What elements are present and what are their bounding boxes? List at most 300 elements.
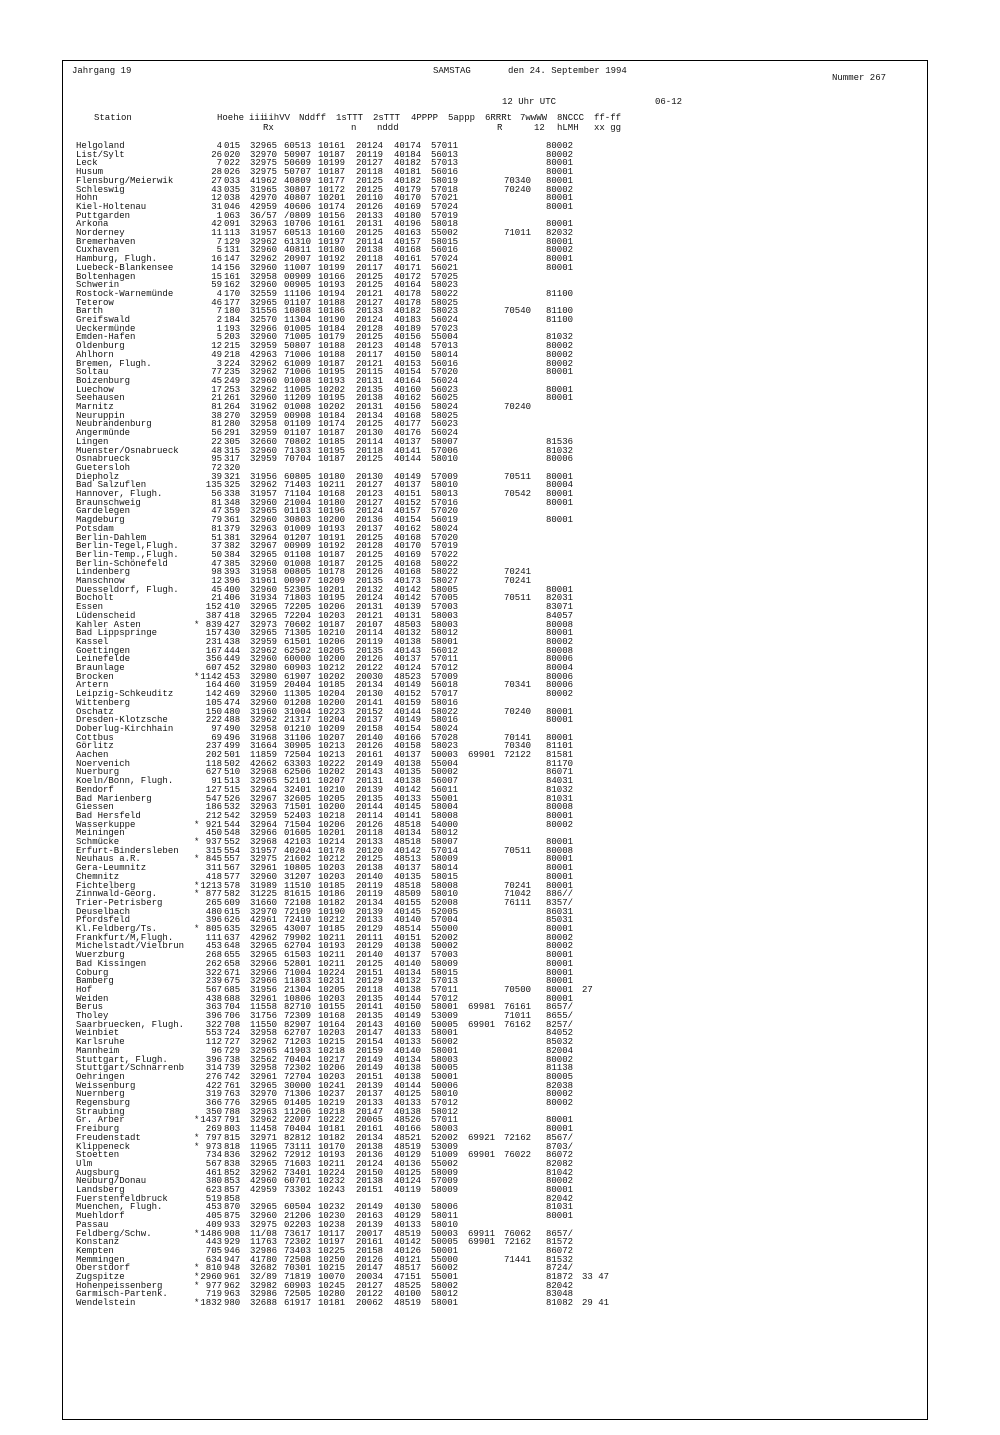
station-height: 2960 <box>200 1272 222 1282</box>
group-nddff: 71603 <box>284 1158 312 1169</box>
group-tendency: 58015 <box>431 236 459 247</box>
station-height: 5 <box>216 332 222 343</box>
group-pressure: 40178 <box>394 288 422 299</box>
group-temp: 10155 <box>318 1002 346 1013</box>
station-name: Wittenberg <box>76 697 131 708</box>
group-temp: 10182 <box>318 1132 346 1143</box>
group-dewpoint: 20128 <box>356 323 384 334</box>
station-name: Hamburg, Flugh. <box>76 254 158 265</box>
group-nddff: 01008 <box>284 402 312 412</box>
station-name: Michelstadt/Vielbrun <box>76 941 185 952</box>
group-temp: 10191 <box>318 532 346 543</box>
group-dewpoint: 20144 <box>356 802 384 813</box>
group-iihvv: 32980 <box>250 671 278 682</box>
group-nddff: 61310 <box>284 236 312 247</box>
group-clouds: 80002 <box>546 689 574 700</box>
group-dewpoint: 20147 <box>356 1028 384 1039</box>
group-dewpoint: 20141 <box>356 1002 384 1013</box>
group-pressure: 40150 <box>394 1002 422 1013</box>
station-height: 28 <box>211 167 222 178</box>
group-iihvv: 32968 <box>250 837 278 847</box>
group-tendency: 58003 <box>431 1054 459 1065</box>
group-pressure: 40151 <box>394 489 422 499</box>
group-clouds: 80001 <box>546 732 574 743</box>
group-clouds: 80001 <box>546 628 574 639</box>
station-height: 56 <box>211 489 222 499</box>
group-iihvv: 42963 <box>250 349 278 360</box>
group-nddff: 52101 <box>284 776 312 787</box>
group-clouds: 80002 <box>546 358 574 369</box>
station-id: 838 <box>224 1158 241 1169</box>
station-height: 81 <box>211 523 222 534</box>
group-tendency: 58001 <box>431 1028 459 1039</box>
station-height: 14 <box>211 262 222 273</box>
group-iihvv: 32960 <box>250 871 278 882</box>
group-dewpoint: 20125 <box>356 280 384 291</box>
station-name: Berlin-Tegel,Flugh. <box>76 541 179 552</box>
group-iihvv: 32962 <box>250 384 278 395</box>
station-name: Leinefelde <box>76 654 131 665</box>
group-clouds: 81032 <box>546 332 574 343</box>
group-dewpoint: 20151 <box>356 967 384 978</box>
group-nddff: 61009 <box>284 358 312 369</box>
group-pressure: 40156 <box>394 332 422 343</box>
station-height: 553 <box>205 1028 222 1039</box>
group-dewpoint: 20107 <box>356 619 384 630</box>
group-clouds: 80001 <box>546 158 574 169</box>
group-dewpoint: 20125 <box>356 332 384 343</box>
group-clouds: 80002 <box>546 819 574 830</box>
station-height: 607 <box>205 663 222 673</box>
group-tendency: 58001 <box>431 636 459 647</box>
group-temp: 10186 <box>318 889 346 900</box>
group-nddff: 73617 <box>284 1228 312 1239</box>
station-id: 908 <box>224 1228 241 1239</box>
group-pressure: 40148 <box>394 341 422 352</box>
group-temp: 10185 <box>318 436 346 447</box>
group-dewpoint: 20139 <box>356 906 384 917</box>
station-id: 203 <box>224 332 241 343</box>
group-dewpoint: 20110 <box>356 193 384 204</box>
group-weather: 70241 <box>504 576 532 586</box>
group-pressure: 40144 <box>394 993 422 1004</box>
group-clouds: 80001 <box>546 236 574 247</box>
group-iihvv: 32960 <box>250 689 278 700</box>
station-height: 519 <box>205 1193 222 1204</box>
group-tendency: 56019 <box>431 515 459 526</box>
group-tendency: 50002 <box>431 767 459 778</box>
group-pressure: 40160 <box>394 384 422 395</box>
station-id: 548 <box>224 828 241 839</box>
group-dewpoint: 20127 <box>356 1280 384 1291</box>
group-temp: 10232 <box>318 1202 346 1213</box>
station-name: Frankfurt/M,Flugh. <box>76 932 174 943</box>
group-temp: 10166 <box>318 271 346 282</box>
group-tendency: 56002 <box>431 1263 459 1274</box>
station-id: 305 <box>224 436 241 447</box>
group-temp: 10193 <box>318 280 346 291</box>
group-dewpoint: 20140 <box>356 732 384 743</box>
station-name: Leipzig-Schkeuditz <box>76 689 174 700</box>
group-dewpoint: 20125 <box>356 854 384 865</box>
group-tendency: 57004 <box>431 915 459 926</box>
group-tendency: 56013 <box>431 149 459 160</box>
group-clouds: 80001 <box>546 880 574 891</box>
group-temp: 10070 <box>318 1272 346 1282</box>
mountain-marker: * <box>194 880 200 891</box>
group-nddff: 72410 <box>284 915 312 926</box>
group-temp: 10199 <box>318 158 346 169</box>
group-nddff: 01009 <box>284 523 312 534</box>
group-tendency: 58001 <box>431 1045 459 1056</box>
group-nddff: 00805 <box>284 567 312 578</box>
group-temp: 10184 <box>318 323 346 334</box>
station-id: 791 <box>224 1115 241 1126</box>
group-clouds: 80001 <box>546 367 574 378</box>
group-pressure: 40138 <box>394 984 422 995</box>
station-height: 105 <box>205 697 222 708</box>
group-clouds: 84052 <box>546 1028 574 1039</box>
group-weather: 76022 <box>504 1150 532 1161</box>
group-dewpoint: 20129 <box>356 976 384 987</box>
group-clouds: 80002 <box>546 1054 574 1065</box>
station-name: Marnitz <box>76 402 114 412</box>
station-height: 356 <box>205 654 222 665</box>
group-nddff: 72704 <box>284 1071 312 1082</box>
group-temp: 10185 <box>318 680 346 691</box>
group-tendency: 56024 <box>431 375 459 386</box>
station-id: 113 <box>224 228 241 238</box>
mountain-marker: * <box>194 889 200 900</box>
group-temp: 10212 <box>318 663 346 673</box>
group-clouds: 82042 <box>546 1193 574 1204</box>
group-tendency: 58025 <box>431 410 459 421</box>
group-precip: 69981 <box>468 1002 496 1013</box>
station-height: 314 <box>205 1063 222 1074</box>
group-tendency: 58012 <box>431 628 459 639</box>
header-nddff: Nddff <box>299 113 327 123</box>
group-iihvv: 32660 <box>250 436 278 447</box>
group-clouds: 81031 <box>546 793 574 804</box>
station-height: 705 <box>205 1245 222 1256</box>
station-id: 853 <box>224 1176 241 1187</box>
station-id: 685 <box>224 984 241 995</box>
group-nddff: 01208 <box>284 697 312 708</box>
group-clouds: 8357/ <box>546 897 574 908</box>
group-dewpoint: 20135 <box>356 576 384 586</box>
station-height: 12 <box>211 576 222 586</box>
station-id: 359 <box>224 506 241 517</box>
group-iihvv: 32682 <box>250 1263 278 1274</box>
header-1sttt: 1sTTT <box>336 113 364 123</box>
station-name: Noervenich <box>76 758 131 769</box>
station-height: 921 <box>205 819 222 830</box>
station-id: 488 <box>224 715 241 726</box>
group-iihvv: 32960 <box>250 515 278 526</box>
group-iihvv: 32970 <box>250 149 278 160</box>
group-iihvv: 32962 <box>250 1115 278 1126</box>
group-iihvv: 32966 <box>250 323 278 334</box>
group-tendency: 56016 <box>431 167 459 178</box>
station-height: 7 <box>216 158 222 169</box>
station-name: Berlin-Schönefeld <box>76 558 168 569</box>
group-tendency: 56023 <box>431 384 459 395</box>
group-dewpoint: 20125 <box>356 454 384 465</box>
group-pressure: 40184 <box>394 149 422 160</box>
station-height: 973 <box>205 1141 222 1152</box>
group-clouds: 8657/ <box>546 1228 574 1239</box>
group-nddff: 32605 <box>284 793 312 804</box>
group-iihvv: 32967 <box>250 793 278 804</box>
group-pressure: 40163 <box>394 228 422 238</box>
station-name: Brocken <box>76 671 114 682</box>
station-id: 418 <box>224 610 241 621</box>
station-id: 729 <box>224 1045 241 1056</box>
group-clouds: 86031 <box>546 906 574 917</box>
group-iihvv: 31756 <box>250 1011 278 1021</box>
group-tendency: 57011 <box>431 141 459 151</box>
group-weather: 70540 <box>504 306 532 317</box>
group-temp: 10202 <box>318 402 346 412</box>
group-weather: 72162 <box>504 1132 532 1143</box>
station-name: Bocholt <box>76 593 114 604</box>
group-pressure: 40174 <box>394 141 422 151</box>
header-nddd: nddd <box>377 123 399 133</box>
group-dewpoint: 20139 <box>356 784 384 795</box>
group-clouds: 83048 <box>546 1289 574 1300</box>
group-iihvv: 32965 <box>250 1098 278 1108</box>
group-clouds: 86072 <box>546 1150 574 1161</box>
station-height: 937 <box>205 837 222 847</box>
group-iihvv: 31957 <box>250 228 278 238</box>
group-pressure: 40125 <box>394 1089 422 1100</box>
header-r: R <box>497 123 503 133</box>
group-nddff: 62502 <box>284 645 312 656</box>
station-id: 761 <box>224 1080 241 1091</box>
group-pressure: 40133 <box>394 1028 422 1039</box>
group-pressure: 40168 <box>394 567 422 578</box>
group-nddff: 73401 <box>284 1167 312 1178</box>
group-tendency: 56012 <box>431 645 459 656</box>
station-id: 738 <box>224 1054 241 1065</box>
group-temp: 10215 <box>318 1263 346 1274</box>
group-iihvv: 32958 <box>250 419 278 430</box>
group-pressure: 48509 <box>394 889 422 900</box>
group-temp: 10232 <box>318 1176 346 1187</box>
station-name: Norderney <box>76 228 125 238</box>
group-iihvv: 32960 <box>250 654 278 665</box>
group-temp: 10180 <box>318 245 346 256</box>
group-tendency: 58001 <box>431 1002 459 1013</box>
group-tendency: 55001 <box>431 793 459 804</box>
group-iihvv: 32966 <box>250 828 278 839</box>
group-nddff: 82907 <box>284 1019 312 1030</box>
group-dewpoint: 20126 <box>356 654 384 665</box>
group-clouds: 81572 <box>546 1237 574 1248</box>
group-pressure: 40154 <box>394 367 422 378</box>
station-name: Gera-Leumnitz <box>76 863 147 874</box>
header-iihvv: iihVV <box>263 113 291 123</box>
group-pressure: 40138 <box>394 1071 422 1082</box>
station-name: Karlsruhe <box>76 1037 125 1048</box>
station-id: 338 <box>224 489 241 499</box>
group-nddff: 72309 <box>284 1011 312 1021</box>
group-tendency: 58002 <box>431 1280 459 1291</box>
group-temp: 10185 <box>318 924 346 934</box>
group-clouds: 81872 <box>546 1272 574 1282</box>
group-precip: 69911 <box>468 1228 496 1239</box>
station-height: 69 <box>211 732 222 743</box>
group-clouds: 80001 <box>546 219 574 230</box>
group-iihvv: 32965 <box>250 1045 278 1056</box>
station-height: 81 <box>211 402 222 412</box>
group-pressure: 40134 <box>394 967 422 978</box>
station-id: 724 <box>224 1028 241 1039</box>
group-nddff: 70704 <box>284 454 312 465</box>
group-dewpoint: 20124 <box>356 506 384 517</box>
group-iihvv: 32960 <box>250 375 278 386</box>
station-height: 91 <box>211 776 222 787</box>
group-temp: 10213 <box>318 741 346 752</box>
group-dewpoint: 20158 <box>356 1245 384 1256</box>
group-iihvv: 31956 <box>250 471 278 482</box>
group-tendency: 58007 <box>431 436 459 447</box>
group-temp: 10177 <box>318 175 346 186</box>
station-name: Trier-Petrisberg <box>76 897 163 908</box>
group-iihvv: 32968 <box>250 767 278 778</box>
group-dewpoint: 20140 <box>356 950 384 961</box>
group-iihvv: 11965 <box>250 1141 278 1152</box>
group-nddff: 01107 <box>284 297 312 308</box>
station-id: 193 <box>224 323 241 334</box>
station-height: 22 <box>211 436 222 447</box>
group-pressure: 40134 <box>394 828 422 839</box>
station-height: 49 <box>211 349 222 360</box>
group-iihvv: 32960 <box>250 445 278 456</box>
station-height: 51 <box>211 532 222 543</box>
group-tendency: 57009 <box>431 1176 459 1187</box>
group-iihvv: 32965 <box>250 950 278 961</box>
station-height: 567 <box>205 984 222 995</box>
group-nddff: 20404 <box>284 680 312 691</box>
group-nddff: 11209 <box>284 393 312 404</box>
group-pressure: 40164 <box>394 280 422 291</box>
group-dewpoint: 20149 <box>356 1202 384 1213</box>
group-dewpoint: 20161 <box>356 1124 384 1135</box>
station-id: 215 <box>224 341 241 352</box>
group-temp: 10187 <box>318 428 346 439</box>
group-tendency: 57009 <box>431 471 459 482</box>
group-precip: 69901 <box>468 1237 496 1248</box>
group-tendency: 58024 <box>431 723 459 734</box>
station-id: 129 <box>224 236 241 247</box>
group-iihvv: 32962 <box>250 236 278 247</box>
header-ff: ff-ff <box>594 113 622 123</box>
group-pressure: 40170 <box>394 193 422 204</box>
group-temp: 10164 <box>318 1019 346 1030</box>
header-rx: Rx <box>263 123 274 133</box>
group-pressure: 48503 <box>394 619 422 630</box>
group-temp: 10202 <box>318 767 346 778</box>
group-pressure: 40144 <box>394 1080 422 1091</box>
group-temp: 10203 <box>318 610 346 621</box>
group-temp: 10192 <box>318 254 346 265</box>
station-id: 655 <box>224 950 241 961</box>
header-2sttt: 2sTTT <box>373 113 401 123</box>
group-tendency: 58022 <box>431 706 459 717</box>
station-name: Klippeneck <box>76 1141 131 1152</box>
group-iihvv: 32971 <box>250 1132 278 1143</box>
station-id: 637 <box>224 932 241 943</box>
station-name: Kl.Feldberg/Ts. <box>76 924 158 934</box>
group-temp: 10161 <box>318 219 346 230</box>
station-id: 803 <box>224 1124 241 1135</box>
group-nddff: 01107 <box>284 428 312 439</box>
station-height: 1213 <box>200 880 222 891</box>
group-clouds: 80001 <box>546 175 574 186</box>
group-nddff: 21304 <box>284 984 312 995</box>
station-name: Schwerin <box>76 280 120 291</box>
group-clouds: 8657/ <box>546 1002 574 1013</box>
group-temp: 10203 <box>318 863 346 874</box>
station-name: Chemnitz <box>76 871 120 882</box>
group-nddff: 60903 <box>284 663 312 673</box>
group-weather: 70341 <box>504 680 532 691</box>
issue-number: Nummer 267 <box>832 73 887 83</box>
group-dewpoint: 20129 <box>356 941 384 952</box>
group-weather: 71011 <box>504 228 532 238</box>
group-pressure: 40131 <box>394 610 422 621</box>
group-temp: 10184 <box>318 410 346 421</box>
station-id: 857 <box>224 1185 241 1195</box>
group-dewpoint: 20135 <box>356 384 384 395</box>
station-height: 16 <box>211 254 222 265</box>
group-iihvv: 11550 <box>250 1019 278 1030</box>
group-iihvv: 42662 <box>250 758 278 769</box>
group-dewpoint: 20136 <box>356 515 384 526</box>
station-name: Erfurt-Bindersleben <box>76 845 179 856</box>
group-dewpoint: 20119 <box>356 880 384 891</box>
group-pressure: 40149 <box>394 715 422 726</box>
station-id: 381 <box>224 532 241 543</box>
group-iihvv: 32960 <box>250 697 278 708</box>
station-name: Bad Marienberg <box>76 793 152 804</box>
group-clouds: 80001 <box>546 515 574 526</box>
station-id: 542 <box>224 810 241 821</box>
station-id: 671 <box>224 967 241 978</box>
group-nddff: 71819 <box>284 1272 312 1282</box>
station-id: 946 <box>224 1245 241 1256</box>
group-nddff: 81615 <box>284 889 312 900</box>
group-clouds: 80001 <box>546 810 574 821</box>
group-temp: 10188 <box>318 341 346 352</box>
group-iihvv: 32963 <box>250 219 278 230</box>
group-dewpoint: 20133 <box>356 306 384 317</box>
group-temp: 10210 <box>318 628 346 639</box>
group-dewpoint: 20125 <box>356 419 384 430</box>
group-iihvv: 32959 <box>250 341 278 352</box>
station-id: 962 <box>224 1280 241 1291</box>
group-tendency: 55004 <box>431 758 459 769</box>
group-nddff: 60513 <box>284 228 312 238</box>
group-pressure: 40129 <box>394 1150 422 1161</box>
group-temp: 10214 <box>318 837 346 847</box>
group-dewpoint: 20159 <box>356 1045 384 1056</box>
group-dewpoint: 20139 <box>356 1080 384 1091</box>
group-weather: 70340 <box>504 741 532 752</box>
station-height: 39 <box>211 471 222 482</box>
mountain-marker: * <box>194 1132 200 1143</box>
